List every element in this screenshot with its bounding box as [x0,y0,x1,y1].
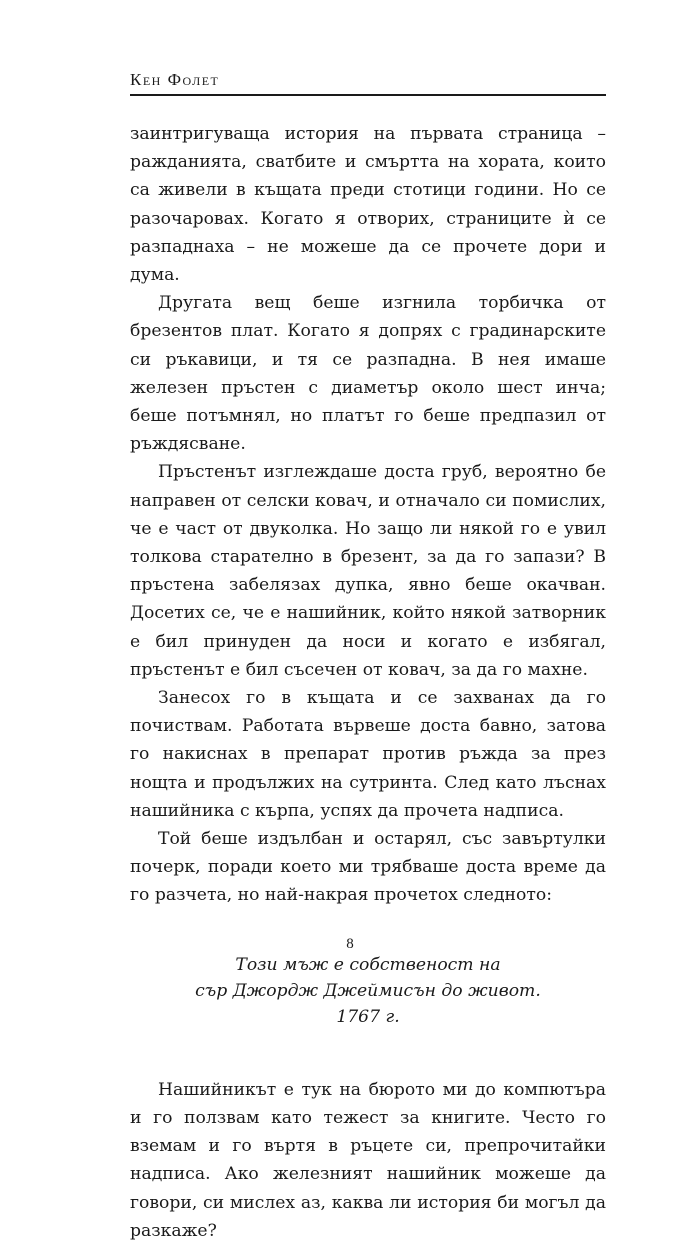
inscription-year: 1767 г. [336,1006,400,1027]
inscription-line: Този мъж е собственост на [235,954,501,975]
running-head-author: Кен Фолет [130,70,220,89]
paragraph-closing: Нашийникът е тук на бюрото ми до компютъра и го ползвам като тежест за книгите. Често го вземам и го въртя в ръцете си, препрочитайки надписа. Ако железният нашийник можеше да говори, си мислех аз, каква ли история би могъл да разкаже? [130,1079,606,1241]
running-head [130,68,606,96]
body-text [130,120,606,1245]
inscription-line: сър Джордж Джеймисън до живот. [195,980,541,1001]
paragraph-continued: заинтригуваща история на първата страница – ражданията, сватбите и смъртта на хората, които са живели в къщата преди стотици години. Но се разочаровах. Когато я отворих, страниците ѝ се разпаднаха – не можеше да се прочете дори и дума. [130,124,606,286]
inscription-quote [130,910,606,1076]
paragraph: Занесох го в къщата и се захванах да го почиствам. Работата вървеше доста бавно, затова го накиснах в препарат против ръжда за през нощта и продължих на сутринта. След като лъснах нашийника с кърпа, успях да прочета надписа. [130,688,606,821]
paragraph: Той беше издълбан и остарял, със завъртулки почерк, поради което ми трябваше доста време да го разчета, но най-накрая прочетох следното: [130,829,606,906]
paragraph: Другата вещ беше изгнила торбичка от брезентов плат. Когато я допрях с градинарските си ръкавици, и тя се разпадна. В нея имаше железен пръстен с диаметър около шест инча; беше потъмнял, но платът го беше предпазил от ръждясване. [130,293,606,455]
paragraph: Пръстенът изглеждаше доста груб, вероятно бе направен от селски ковач, и отначало си помислих, че е част от двуколка. Но защо ли някой го е увил толкова старателно в брезент, за да го запази? В пръстена забелязах дупка, явно беше окачван. Досетих се, че е нашийник, който някой затворник е бил принуден да носи и когато е избягал, пръстенът е бил съсечен от ковач, за да го махне. [130,462,606,680]
page-number: 8 [346,936,354,952]
